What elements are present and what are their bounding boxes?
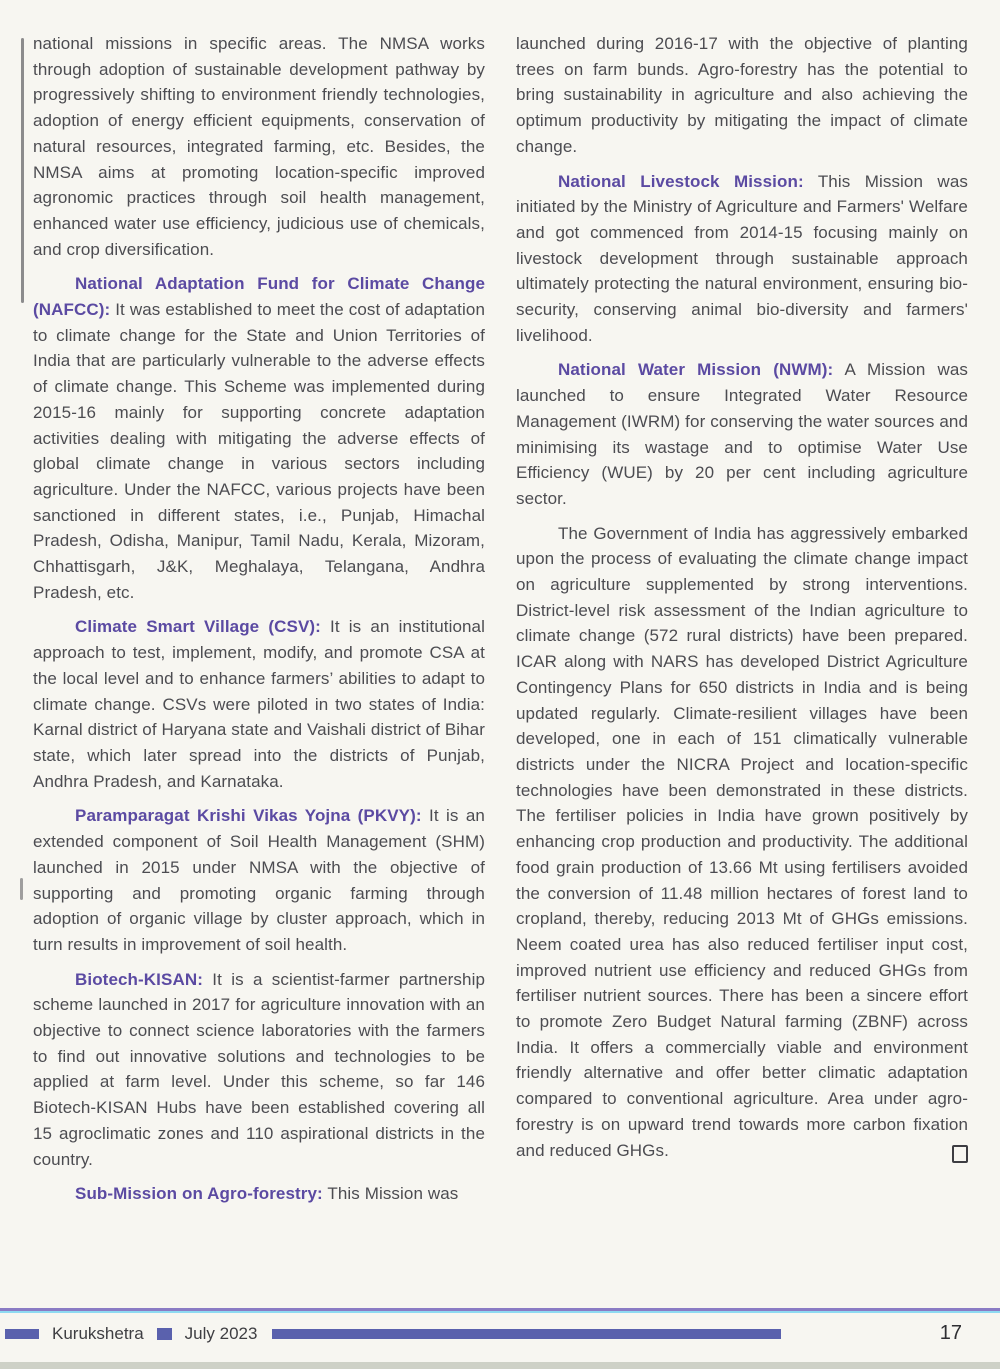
paragraph-text: A Mission was launched to ensure Integrated Water Resource Management (IWRM) for conserving the water sources and minimising its wastage and to optimise Water Use Efficiency (WUE) by 20 per cent including agriculture sector. bbox=[516, 360, 968, 508]
paragraph-text: It was established to meet the cost of adaptation to climate change for the State and Union Territories of India that are particularly vulnerable to the adverse effects of climate change. This Scheme was implemented during 2015-16 mainly for supporting concrete adaptation activities dealing with mitigating the adverse effects of global climate change in various sectors including agriculture. Under the NAFCC, various projects have been sanctioned in different states, i.e., Punjab, Himachal Pradesh, Odisha, Manipur, Tamil Nadu, Kerala, Mizoram, Chhattisgarh, J&K, Meghalaya, Telangana, Andhra Pradesh, etc. bbox=[33, 300, 485, 602]
magazine-name: Kurukshetra bbox=[52, 1323, 144, 1343]
paragraph bbox=[33, 967, 485, 1173]
footer-divider-line bbox=[0, 1308, 1000, 1313]
run-in-heading: Biotech-KISAN: bbox=[75, 969, 203, 989]
scan-edge bbox=[0, 1362, 1000, 1369]
paragraph bbox=[516, 31, 968, 160]
scan-artifact bbox=[21, 38, 24, 303]
paragraph-text: This Mission was initiated by the Ministry of Agriculture and Farmers' Welfare and got commenced from 2014-15 focusing mainly on livestock development through sustainable approach ultimately protecting the natural environment, ensuring bio-security, conserving animal bio-diversity and farmers' livelihood. bbox=[516, 171, 968, 345]
run-in-heading: Climate Smart Village (CSV): bbox=[75, 617, 321, 637]
end-of-article-icon bbox=[952, 1145, 968, 1163]
page-footer bbox=[0, 1308, 1000, 1345]
right-column bbox=[516, 31, 968, 1216]
run-in-heading: National Water Mission (NWM): bbox=[558, 360, 834, 380]
paragraph-text: It is an extended component of Soil Health Management (SHM) launched in 2015 under NMSA with the objective of supporting and promoting organic farming through adoption of organic village by cluster approach, which in turn results in improvement of soil health. bbox=[33, 806, 485, 954]
paragraph-text: It is an institutional approach to test, implement, modify, and promote CSA at the local level and to enhance farmers’ abilities to adapt to climate change. CSVs were piloted in two states of India: Karnal district of Haryana state and Vaishali district of Bihar state, which later spread into the districts of Punjab, Andhra Pradesh, and Karnataka. bbox=[33, 617, 485, 791]
paragraph bbox=[516, 169, 968, 349]
paragraph bbox=[33, 803, 485, 957]
paragraph-text: It is a scientist-farmer partnership scheme launched in 2017 for agriculture innovation with an objective to connect science laboratories with the farmers to find out innovative solutions and technologies to be applied at farm level. Under this scheme, so far 146 Biotech-KISAN Hubs have been established covering all 15 agroclimatic zones and 110 aspirational districts in the country. bbox=[33, 969, 486, 1169]
left-column bbox=[33, 31, 485, 1216]
issue-date: July 2023 bbox=[184, 1323, 258, 1343]
paragraph-text: This Mission was bbox=[327, 1184, 459, 1204]
paragraph bbox=[516, 357, 968, 511]
footer-bar-left bbox=[5, 1329, 39, 1339]
run-in-heading: Sub-Mission on Agro-forestry: bbox=[75, 1184, 323, 1204]
run-in-heading: Paramparagat Krishi Vikas Yojna (PKVY): bbox=[75, 806, 422, 826]
paragraph-text: launched during 2016-17 with the objective of planting trees on farm bunds. Agro-forestry has the potential to bring sustainability in agriculture and also achieving the optimum productivity by mitigating the impact of climate change. bbox=[516, 34, 968, 156]
paragraph bbox=[33, 1181, 485, 1207]
footer-row bbox=[0, 1322, 1000, 1345]
scan-artifact bbox=[20, 878, 23, 900]
footer-bar-long bbox=[272, 1329, 781, 1339]
paragraph-text: national missions in specific areas. The NMSA works through adoption of sustainable development pathway by progressively shifting to environment friendly technologies, adoption of energy efficient equipments, conservation of natural resources, integrated farming, etc. Besides, the NMSA aims at promoting location-specific improved agronomic practices through soil health management, enhanced water use efficiency, judicious use of chemicals, and crop diversification. bbox=[33, 34, 485, 259]
page-number: 17 bbox=[939, 1322, 962, 1344]
paragraph-text: The Government of India has aggressively embarked upon the process of evaluating the climate change impact on agriculture supplemented by strong interventions. District-level risk assessment of the Indian agriculture to climate change (572 rural districts) have been prepared. ICAR along with NARS has developed District Agriculture Contingency Plans for 650 districts in India and is being updated regularly. Climate-resilient villages have been developed, one in each of 151 climatically vulnerable districts under the NICRA Project and location-specific technologies have been demonstrated in these districts. The fertiliser policies in India have grown positively by enhancing crop production and productivity. The additional food grain production of 13.66 Mt using fertilisers avoided the conversion of 11.48 million hectares of forest land to cropland, thereby, reducing 2013 Mt of GHGs emissions. Neem coated urea has also reduced fertiliser input cost, improved nutrient use efficiency and reduced GHGs from fertiliser nutrient sources. There has been a sincere effort to promote Zero Budget Natural farming (ZBNF) across India. It offers a commercially viable and environment friendly alternative and offer better climatic adaptation compared to conventional agriculture. Area under agro-forestry is on upward trend towards more carbon fixation and reduced GHGs. bbox=[516, 523, 968, 1160]
paragraph bbox=[33, 271, 485, 605]
paragraph bbox=[33, 31, 485, 262]
paragraph bbox=[33, 614, 485, 794]
run-in-heading: National Livestock Mission: bbox=[558, 171, 804, 191]
footer-square-separator-icon bbox=[157, 1328, 172, 1340]
paragraph bbox=[516, 521, 968, 1164]
run-in-heading: National Adaptation Fund for Climate Change (NAFCC): bbox=[33, 274, 485, 320]
